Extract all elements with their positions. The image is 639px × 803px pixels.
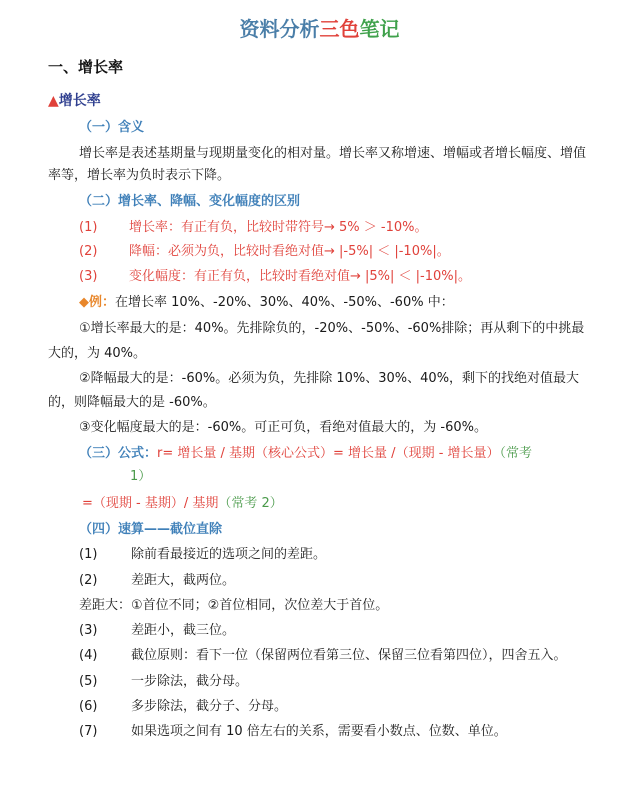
- title-part-1: 资料分析: [239, 17, 320, 41]
- item-text: 增长率：有正有负，比较时带符号→ 5% ＞ -10%。: [129, 220, 428, 235]
- quick-item-6: [79, 698, 287, 716]
- quick-item-5: [79, 673, 248, 691]
- item-number: (1): [79, 547, 98, 562]
- answer-2-line-2: 的，则降幅最大的是 -60%。: [48, 395, 216, 410]
- formula-tag-1-continued: 1）: [130, 469, 152, 484]
- quick-item-1: [79, 546, 326, 564]
- quick-item-7: [79, 723, 507, 741]
- quick-item-2: [79, 572, 235, 590]
- answer-2-line-1: ②降幅最大的是：-60%。必须为负，先排除 10%、30%、40%，剩下的找绝对值最大: [79, 371, 580, 386]
- formula-tag-2: （常考 2）: [218, 496, 283, 511]
- item-number: (4): [79, 648, 98, 663]
- formula-heading: （三）公式：: [79, 446, 158, 461]
- quick-item-4: [79, 647, 567, 665]
- item-text: 除前看最接近的选项之间的差距。: [131, 547, 327, 562]
- meaning-heading: （一）含义: [79, 120, 145, 135]
- item-text: 差距小，截三位。: [131, 623, 236, 638]
- item-text: 变化幅度：有正有负，比较时看绝对值→ |5%| ＜ |-10%|。: [129, 269, 472, 284]
- item-text: 一步除法，截分母。: [131, 674, 249, 689]
- item-number: (7): [79, 724, 98, 739]
- answer-1-line-1: ①增长率最大的是：40%。先排除负的，-20%、-50%、-60%排除；再从剩下的中挑最: [79, 321, 585, 336]
- meaning-paragraph-line-2: 率等，增长率为负时表示下降。: [48, 168, 231, 183]
- item-number: (3): [79, 623, 98, 638]
- answer-1-line-2: 大的，为 40%。: [48, 346, 147, 361]
- formula-line-2: [82, 495, 283, 513]
- subsection-heading: [48, 92, 101, 110]
- item-number: (2): [79, 573, 98, 588]
- item-text: 降幅：必须为负，比较时看绝对值→ |-5%| ＜ |-10%|。: [129, 244, 450, 259]
- answer-3: ③变化幅度最大的是：-60%。可正可负，看绝对值最大的，为 -60%。: [79, 420, 487, 435]
- example-line: [79, 294, 454, 312]
- item-number: (1): [79, 220, 98, 235]
- difference-item-3: [79, 268, 471, 286]
- quick-calc-heading: （四）速算——截位直除: [79, 522, 223, 537]
- quick-item-3: [79, 622, 235, 640]
- subsection-heading-text: 增长率: [58, 93, 101, 109]
- formula-core: r= 增长量 / 基期（核心公式）= 增长量 /（现期 - 增长量）: [157, 446, 500, 461]
- item-text: 截位原则：看下一位（保留两位看第三位、保留三位看第四位），四舍五入。: [131, 648, 567, 663]
- item-number: (5): [79, 674, 98, 689]
- meaning-paragraph-line-1: 增长率是表述基期量与现期量变化的相对量。增长率又称增速、增幅或者增长幅度、增值: [79, 146, 587, 161]
- title-part-3: 笔记: [359, 17, 400, 41]
- section-heading: 一、增长率: [48, 58, 124, 76]
- item-text: 差距大，截两位。: [131, 573, 236, 588]
- item-text: 如果选项之间有 10 倍左右的关系，需要看小数点、位数、单位。: [131, 724, 507, 739]
- title-part-2: 三色: [319, 17, 360, 41]
- formula-alt: =（现期 - 基期）/ 基期: [82, 496, 219, 511]
- item-number: (6): [79, 699, 98, 714]
- formula-line-1: [79, 445, 532, 463]
- item-number: (2): [79, 244, 98, 259]
- example-text: 在增长率 10%、-20%、30%、40%、-50%、-60% 中：: [115, 295, 454, 310]
- item-number: (3): [79, 269, 98, 284]
- formula-tag-1: （常考: [499, 446, 533, 461]
- difference-heading: （二）增长率、降幅、变化幅度的区别: [79, 194, 301, 209]
- triangle-icon: ▲: [48, 93, 59, 109]
- page-title: [0, 16, 639, 42]
- example-label: ◆例：: [79, 295, 115, 310]
- quick-note: 差距大：①首位不同；②首位相同，次位差大于首位。: [79, 598, 389, 613]
- item-text: 多步除法，截分子、分母。: [131, 699, 288, 714]
- difference-item-1: [79, 219, 428, 237]
- difference-item-2: [79, 243, 450, 261]
